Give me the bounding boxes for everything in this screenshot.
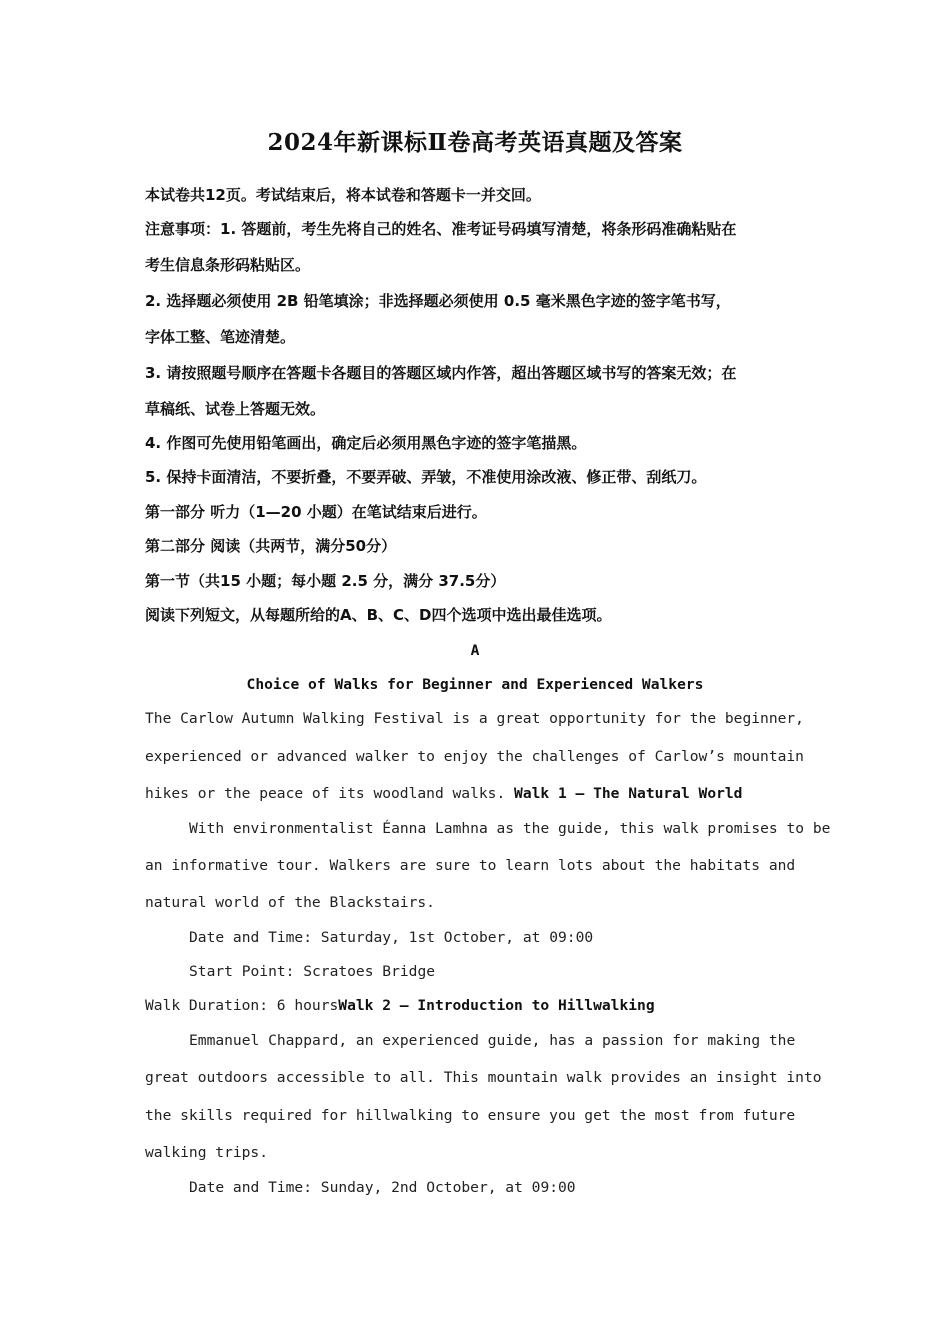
section-one-heading: 第一节（共15 小题；每小题 2.5 分，满分 37.5分） — [145, 572, 506, 590]
part-one-heading: 第一部分 听力（1—20 小题）在笔试结束后进行。 — [145, 503, 487, 521]
note-3-line-2: 草稿纸、试卷上答题无效。 — [145, 400, 326, 418]
note-5: 5. 保持卡面清洁，不要折叠，不要弄破、弄皱，不准使用涂改液、修正带、刮纸刀。 — [145, 468, 707, 486]
passage-intro-line-2: experienced or advanced walker to enjoy the challenges of Carlow’s mountain — [145, 748, 804, 765]
walk-1-title: Walk 1 — The Natural World — [514, 785, 743, 802]
note-2-line-2: 字体工整、笔迹清楚。 — [145, 328, 296, 346]
passage-intro-text: hikes or the peace of its woodland walks. — [145, 785, 515, 802]
note-1-line-1: 注意事项：1. 答题前，考生先将自己的姓名、准考证号码填写清楚，将条形码准确粘贴在 — [145, 220, 737, 238]
note-1-line-2: 考生信息条形码粘贴区。 — [145, 256, 311, 274]
walk-2-date-time: Date and Time: Sunday, 2nd October, at 09:00 — [189, 1179, 576, 1196]
walk-2-desc-line-2: great outdoors accessible to all. This mountain walk provides an insight into — [145, 1069, 822, 1086]
note-3-line-1: 3. 请按照题号顺序在答题卡各题目的答题区域内作答，超出答题区域书写的答案无效；在 — [145, 364, 737, 382]
note-4: 4. 作图可先使用铅笔画出，确定后必须用黑色字迹的签字笔描黑。 — [145, 434, 587, 452]
walk-1-desc-line-1: With environmentalist Éanna Lamhna as the guide, this walk promises to be — [189, 820, 831, 837]
passage-heading: Choice of Walks for Beginner and Experienced Walkers — [246, 676, 704, 693]
exam-intro: 本试卷共12页。考试结束后，将本试卷和答题卡一并交回。 — [145, 186, 541, 204]
walk-1-desc-line-3: natural world of the Blackstairs. — [145, 894, 435, 911]
walk-2-desc-line-4: walking trips. — [145, 1144, 269, 1161]
passage-intro-line-1: The Carlow Autumn Walking Festival is a great opportunity for the beginner, — [145, 710, 804, 727]
walk-1-desc-line-2: an informative tour. Walkers are sure to learn lots about the habitats and — [145, 857, 796, 874]
passage-letter: A — [470, 642, 480, 659]
walk-2-desc-line-3: the skills required for hillwalking to ensure you get the most from future — [145, 1107, 796, 1124]
walk-1-date-time: Date and Time: Saturday, 1st October, at 09:00 — [189, 929, 594, 946]
reading-directions: 阅读下列短文，从每题所给的A、B、C、D四个选项中选出最佳选项。 — [145, 606, 612, 624]
walk-1-duration-line — [145, 997, 655, 1015]
passage-intro-line-3 — [145, 785, 742, 803]
page-title: 2024年新课标Ⅱ卷高考英语真题及答案 — [267, 129, 683, 156]
walk-1-start-point: Start Point: Scratoes Bridge — [189, 963, 436, 980]
part-two-heading: 第二部分 阅读（共两节，满分50分） — [145, 537, 397, 555]
note-2-line-1: 2. 选择题必须使用 2B 铅笔填涂；非选择题必须使用 0.5 毫米黑色字迹的签字笔书写， — [145, 292, 731, 310]
walk-2-desc-line-1: Emmanuel Chappard, an experienced guide, has a passion for making the — [189, 1032, 796, 1049]
walk-1-duration: Walk Duration: 6 hours — [145, 997, 339, 1014]
walk-2-title: Walk 2 — Introduction to Hillwalking — [338, 997, 655, 1014]
